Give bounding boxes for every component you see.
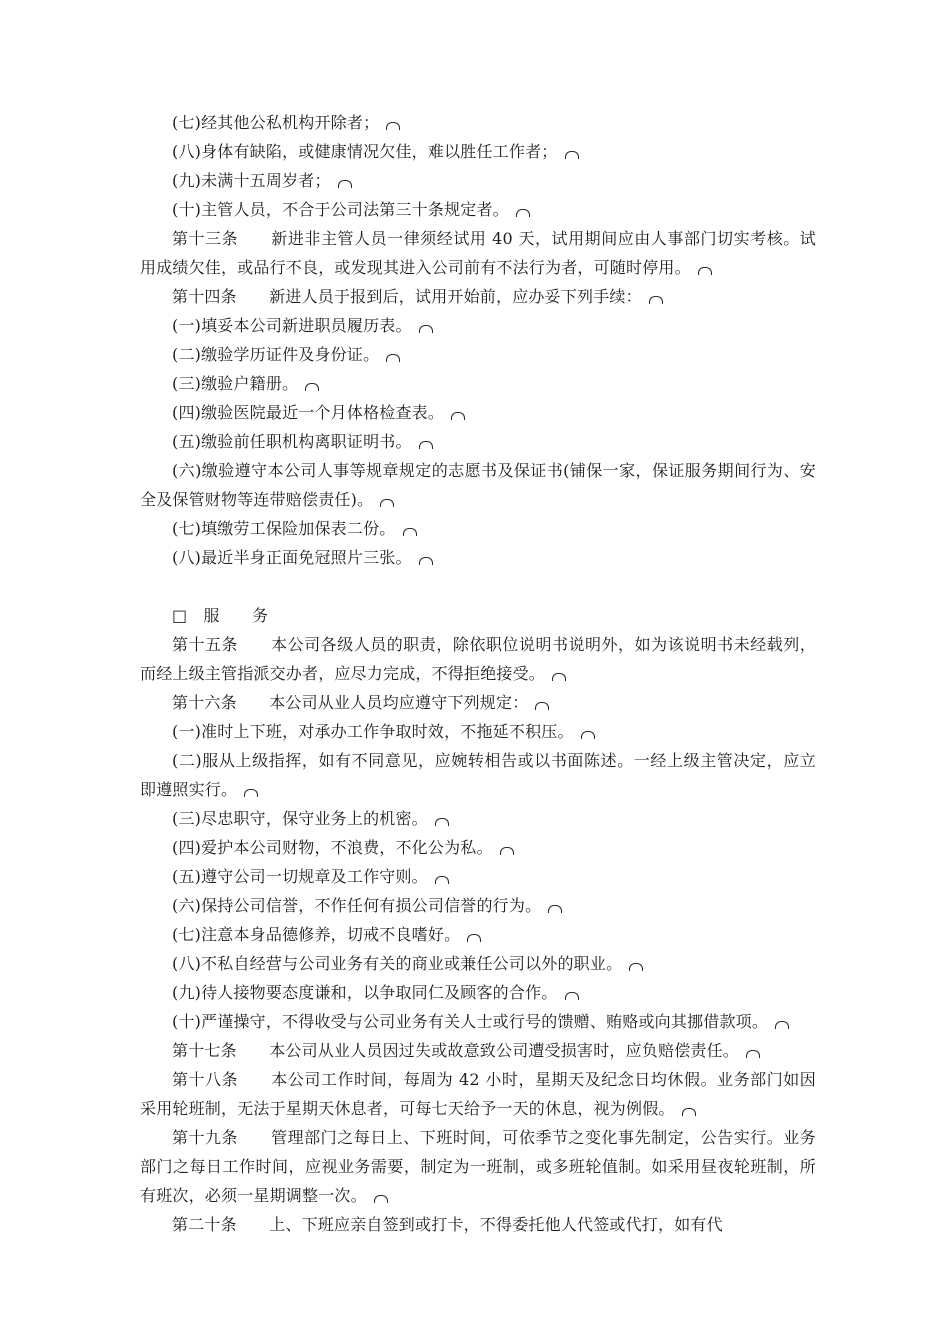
list-item-paragraph — [140, 978, 816, 1007]
paragraph-text: 第十三条 新进非主管人员一律须经试用 40 天，试用期间应由人事部门切实考核。试用成绩欠佳，或品行不良，或发现其进入公司前有不法行为者，可随时停用。 — [140, 229, 816, 277]
paragraph-mark-icon — [451, 412, 465, 420]
paragraph-mark-icon — [386, 354, 400, 362]
list-item-paragraph — [140, 369, 816, 398]
article-paragraph — [140, 282, 816, 311]
paragraph-mark-icon — [565, 151, 579, 159]
article-paragraph — [140, 688, 816, 717]
paragraph-text: 第十九条 管理部门之每日上、下班时间，可依季节之变化事先制定，公告实行。业务部门之每日工作时间，应视业务需要，制定为一班制，或多班轮值制。如采用昼夜轮班制，所有班次，必须一星期调整一次。 — [140, 1128, 816, 1205]
paragraph-mark-icon — [552, 673, 566, 681]
paragraph-mark-icon — [419, 325, 433, 333]
paragraph-mark-icon — [516, 209, 530, 217]
paragraph-mark-icon — [565, 992, 579, 1000]
list-item-paragraph — [140, 398, 816, 427]
paragraph-mark-icon — [380, 499, 394, 507]
paragraph-text: (八)不私自经营与公司业务有关的商业或兼任公司以外的职业。 — [172, 954, 623, 973]
paragraph-text: (八)身体有缺陷，或健康情况欠佳，难以胜任工作者； — [172, 142, 558, 161]
paragraph-mark-icon — [698, 267, 712, 275]
blank-line — [140, 572, 816, 601]
list-item-paragraph — [140, 427, 816, 456]
list-item-paragraph — [140, 543, 816, 572]
paragraph-text: (八)最近半身正面免冠照片三张。 — [172, 548, 412, 567]
paragraph-text: (七)填缴劳工保险加保表二份。 — [172, 519, 396, 538]
paragraph-text: 第十六条 本公司从业人员均应遵守下列规定： — [172, 693, 529, 712]
list-item-paragraph — [140, 746, 816, 804]
paragraph-mark-icon — [629, 963, 643, 971]
list-item-paragraph — [140, 717, 816, 746]
paragraph-mark-icon — [548, 905, 562, 913]
paragraph-mark-icon — [386, 122, 400, 130]
paragraph-mark-icon — [535, 702, 549, 710]
paragraph-text: (十)主管人员，不合于公司法第三十条规定者。 — [172, 200, 509, 219]
list-item-paragraph — [140, 514, 816, 543]
list-item-paragraph — [140, 804, 816, 833]
paragraph-mark-icon — [775, 1021, 789, 1029]
list-item-paragraph — [140, 891, 816, 920]
list-item-paragraph — [140, 137, 816, 166]
paragraph-text: 第十四条 新进人员于报到后，试用开始前，应办妥下列手续： — [172, 287, 642, 306]
paragraph-text: (九)未满十五周岁者； — [172, 171, 331, 190]
paragraph-text: □ 服 务 — [172, 606, 269, 625]
paragraph-mark-icon — [419, 557, 433, 565]
paragraph-mark-icon — [746, 1050, 760, 1058]
paragraph-text: 第十七条 本公司从业人员因过失或故意致公司遭受损害时，应负赔偿责任。 — [172, 1041, 740, 1060]
paragraph-text: (七)注意本身品德修养，切戒不良嗜好。 — [172, 925, 461, 944]
paragraph-mark-icon — [338, 180, 352, 188]
paragraph-text: (九)待人接物要态度谦和，以争取同仁及顾客的合作。 — [172, 983, 558, 1002]
paragraph-text: 第二十条 上、下班应亲自签到或打卡，不得委托他人代签或代打，如有代 — [172, 1215, 723, 1234]
paragraph-mark-icon — [305, 383, 319, 391]
paragraph-mark-icon — [403, 528, 417, 536]
paragraph-mark-icon — [244, 789, 258, 797]
article-paragraph — [140, 630, 816, 688]
list-item-paragraph — [140, 108, 816, 137]
paragraph-mark-icon — [435, 818, 449, 826]
article-paragraph — [140, 1036, 816, 1065]
paragraph-text: (一)准时上下班，对承办工作争取时效，不拖延不积压。 — [172, 722, 574, 741]
list-item-paragraph — [140, 949, 816, 978]
paragraph-text: (六)缴验遵守本公司人事等规章规定的志愿书及保证书(铺保一家，保证服务期间行为、安全及保管财物等连带赔偿责任)。 — [140, 461, 816, 509]
list-item-paragraph — [140, 833, 816, 862]
paragraph-mark-icon — [682, 1108, 696, 1116]
list-item-paragraph — [140, 862, 816, 891]
paragraph-mark-icon — [419, 441, 433, 449]
paragraph-mark-icon — [374, 1195, 388, 1203]
list-item-paragraph — [140, 340, 816, 369]
paragraph-text: (三)缴验户籍册。 — [172, 374, 299, 393]
paragraph-text: 第十五条 本公司各级人员的职责，除依职位说明书说明外，如为该说明书未经载列，而经上级主管指派交办者，应尽力完成，不得拒绝接受。 — [140, 635, 816, 683]
list-item-paragraph — [140, 166, 816, 195]
paragraph-mark-icon — [435, 876, 449, 884]
paragraph-text: (十)严谨操守，不得收受与公司业务有关人士或行号的馈赠、贿赂或向其挪借款项。 — [172, 1012, 769, 1031]
article-paragraph — [140, 1065, 816, 1123]
article-paragraph — [140, 224, 816, 282]
list-item-paragraph — [140, 1007, 816, 1036]
paragraph-mark-icon — [581, 731, 595, 739]
article-paragraph — [140, 1210, 816, 1239]
paragraph-text: (四)爱护本公司财物，不浪费，不化公为私。 — [172, 838, 493, 857]
paragraph-mark-icon — [649, 296, 663, 304]
paragraph-text: (五)缴验前任职机构离职证明书。 — [172, 432, 412, 451]
list-item-paragraph — [140, 311, 816, 340]
section-heading — [140, 601, 816, 630]
paragraph-text: (六)保持公司信誉，不作任何有损公司信誉的行为。 — [172, 896, 542, 915]
paragraph-mark-icon — [500, 847, 514, 855]
document-body — [140, 108, 816, 1239]
paragraph-text: (三)尽忠职守，保守业务上的机密。 — [172, 809, 428, 828]
paragraph-text: 第十八条 本公司工作时间，每周为 42 小时，星期天及纪念日均休假。业务部门如因采用轮班制，无法于星期天休息者，可每七天给予一天的休息，视为例假。 — [140, 1070, 816, 1118]
paragraph-text: (二)缴验学历证件及身份证。 — [172, 345, 380, 364]
paragraph-text: (四)缴验医院最近一个月体格检查表。 — [172, 403, 445, 422]
paragraph-text: (一)填妥本公司新进职员履历表。 — [172, 316, 412, 335]
paragraph-mark-icon — [467, 934, 481, 942]
paragraph-text: (七)经其他公私机构开除者； — [172, 113, 380, 132]
list-item-paragraph — [140, 920, 816, 949]
article-paragraph — [140, 1123, 816, 1210]
paragraph-text: (五)遵守公司一切规章及工作守则。 — [172, 867, 428, 886]
list-item-paragraph — [140, 456, 816, 514]
paragraph-text: (二)服从上级指挥，如有不同意见，应婉转相告或以书面陈述。一经上级主管决定，应立即遵照实行。 — [140, 751, 816, 799]
list-item-paragraph — [140, 195, 816, 224]
